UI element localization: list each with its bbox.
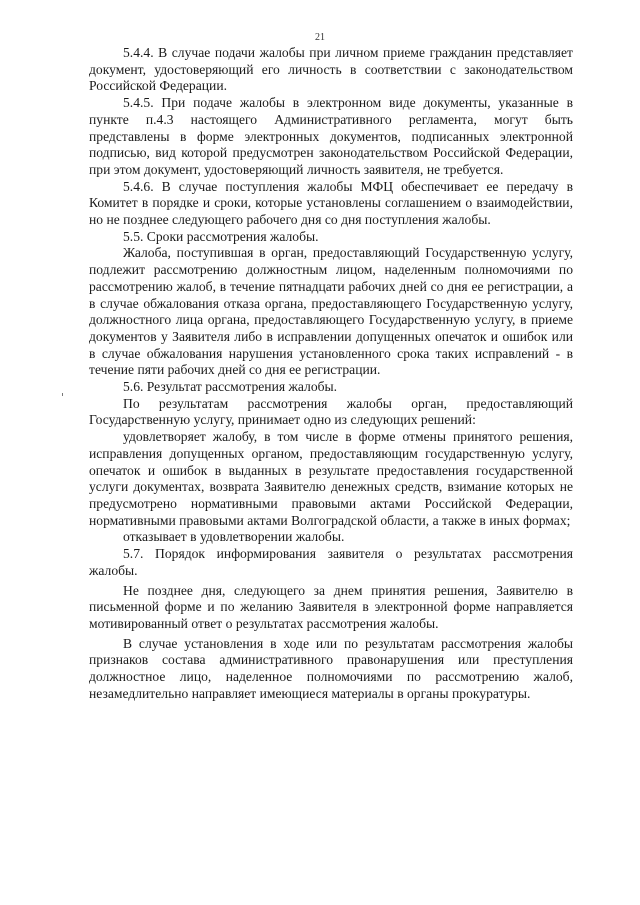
paragraph-5-4-6: 5.4.6. В случае поступления жалобы МФЦ обеспечивает ее передачу в Комитет в порядке и сроки, которые установлены соглашением о взаимодействии, но не позднее следующего рабочего дня со дня поступления жалобы. [89, 178, 573, 228]
paragraph-5-4-4: 5.4.4. В случае подачи жалобы при личном приеме гражданин представляет документ, удостоверяющий его личность в соответствии с законодательством Российской Федерации. [89, 45, 573, 94]
paragraph-review-results: По результатам рассмотрения жалобы орган, предоставляющий Государственную услугу, принимает одно из следующих решений: [89, 395, 573, 428]
paragraph-prosecution-referral: В случае установления в ходе или по результатам рассмотрения жалобы признаков состава административного правонарушения или преступления должностное лицо, наделенное полномочиями по рассмотрению жалоб, незамедлительно направляет имеющиеся материалы в органы прокуратуры. [89, 635, 573, 701]
scan-artifact-mark [62, 393, 63, 396]
section-heading-5-7: 5.7. Порядок информирования заявителя о результатах рассмотрения жалобы. [89, 546, 573, 578]
section-heading-5-5: 5.5. Сроки рассмотрения жалобы. [123, 228, 319, 244]
section-heading-5-6: 5.6. Результат рассмотрения жалобы. [123, 379, 338, 395]
decision-satisfy: удовлетворяет жалобу, в том числе в форме отмены принятого решения, исправления допущенных органом, предоставляющим государственную услугу, опечаток и ошибок в выданных в результате предоставления государственной услуги документах, возврата Заявителю денежных средств, взимание которых не предусмотрено нормативными правовыми актами Российской Федерации, нормативными правовыми актами Волгоградской области, а также в иных формах; [89, 429, 573, 528]
paragraph-5-4-5: 5.4.5. При подаче жалобы в электронном виде документы, указанные в пункте п.4.3 настоящего Административного регламента, могут быть представлены в форме электронных документов, подписанных электронной подписью, вид которой предусмотрен законодательством Российской Федерации, при этом документ, удостоверяющий личность заявителя, не требуется. [89, 95, 573, 177]
paragraph-response-deadline: Не позднее дня, следующего за днем принятия решения, Заявителю в письменной форме и по желанию Заявителя в электронной форме направляется мотивированный ответ о результатах рассмотрения жалобы. [89, 582, 573, 631]
page-number: 21 [315, 32, 325, 43]
document-body [89, 45, 573, 702]
decision-refuse: отказывает в удовлетворении жалобы. [123, 529, 345, 545]
paragraph-review-terms: Жалоба, поступившая в орган, предоставляющий Государственную услугу, подлежит рассмотрению должностным лицом, наделенным полномочиями по рассмотрению жалоб, в течение пятнадцати рабочих дней со дня ее регистрации, а в случае обжалования отказа органа, предоставляющего Государственную услугу, должностного лица органа, предоставляющего Государственную услугу, в приеме документов у Заявителя либо в исправлении допущенных опечаток и ошибок или в случае обжалования нарушения установленного срока таких исправлений - в течение пяти рабочих дней со дня ее регистрации. [89, 245, 573, 378]
